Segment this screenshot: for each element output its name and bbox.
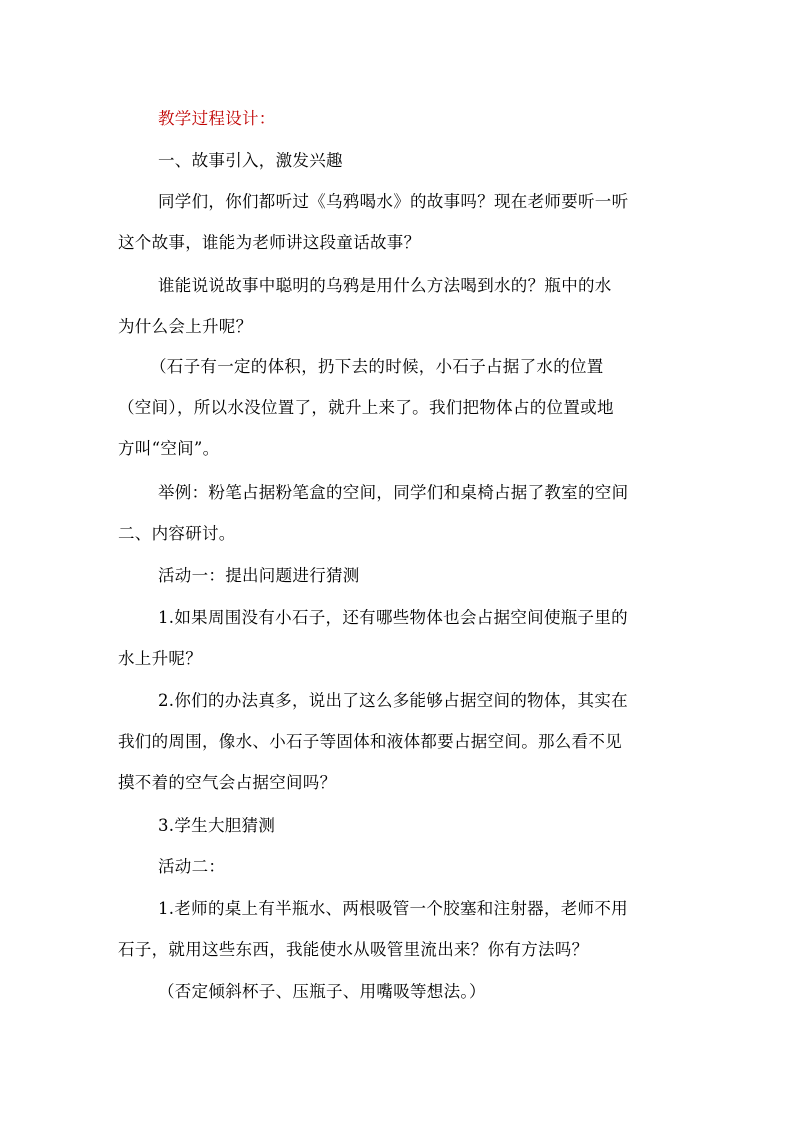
paragraph-5: （否定倾斜杯子、压瓶子、用嘴吸等想法。） (158, 982, 486, 1001)
document-heading: 教学过程设计： (158, 109, 276, 128)
section-1-title: 一、故事引入，激发兴趣 (158, 151, 343, 170)
item-1-line-1: 1.如果周围没有小石子，还有哪些物体也会占据空间使瓶子里的 (158, 608, 628, 627)
item-2-line-2: 我们的周围，像水、小石子等固体和液体都要占据空间。那么看不见 (118, 732, 622, 751)
paragraph-2-line-2: 为什么会上升呢？ (118, 317, 253, 336)
item-1 (118, 597, 678, 679)
paragraph-3-line-3: 方叫“空间”。 (118, 439, 220, 458)
paragraph-2 (118, 265, 678, 347)
paragraph-4: 举例：粉笔占据粉笔盒的空间，同学们和桌椅占据了教室的空间 (158, 483, 629, 502)
item-3: 3.学生大胆猜测 (158, 816, 276, 835)
paragraph-3 (118, 346, 678, 469)
paragraph-1-line-1: 同学们，你们都听过《乌鸦喝水》的故事吗？现在老师要听一听 (158, 192, 629, 211)
item-2-line-1: 2.你们的办法真多，说出了这么多能够占据空间的物体，其实在 (158, 691, 628, 710)
paragraph-3-line-1: （石子有一定的体积，扔下去的时候，小石子占据了水的位置 (150, 357, 604, 376)
paragraph-1 (118, 181, 678, 263)
item-2-line-3: 摸不着的空气会占据空间吗？ (118, 773, 337, 792)
item-4-line-1: 1.老师的桌上有半瓶水、两根吸管一个胶塞和注射器，老师不用 (158, 899, 628, 918)
item-1-line-2: 水上升呢？ (118, 649, 202, 668)
paragraph-1-line-2: 这个故事，谁能为老师讲这段童话故事？ (118, 233, 421, 252)
activity-2-title: 活动二： (158, 857, 226, 876)
item-4-line-2: 石子，就用这些东西，我能使水从吸管里流出来？你有方法吗？ (118, 940, 589, 959)
paragraph-2-line-1: 谁能说说故事中聪明的乌鸦是用什么方法喝到水的？瓶中的水 (158, 276, 612, 295)
section-2-title: 二、内容研讨。 (118, 524, 236, 543)
item-2 (118, 680, 678, 803)
paragraph-3-line-2: （空间），所以水没位置了，就升上来了。我们把物体占的位置或地 (118, 398, 614, 417)
activity-1-title: 活动一：提出问题进行猜测 (158, 566, 360, 585)
item-4 (118, 888, 678, 970)
